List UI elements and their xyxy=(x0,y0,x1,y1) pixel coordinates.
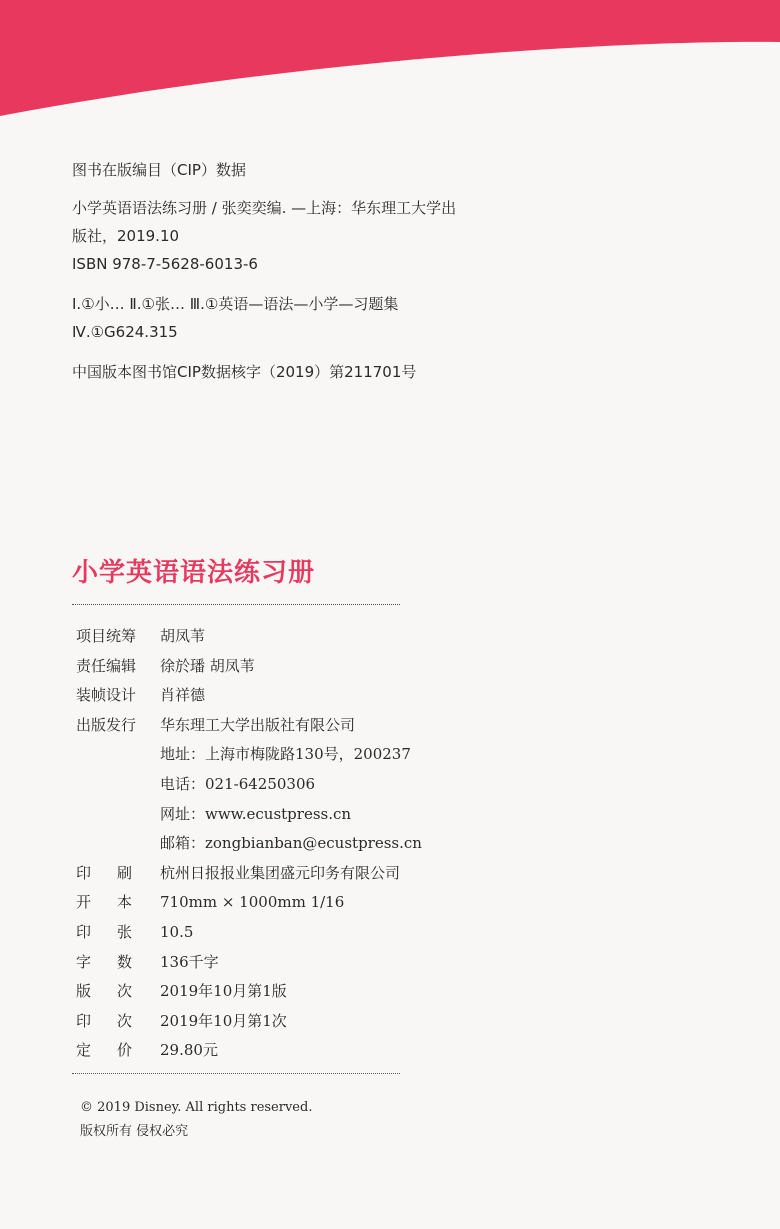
cip-record-line-2: 版社，2019.10 xyxy=(72,227,180,245)
info-row-printing xyxy=(76,1010,422,1040)
edition-label-char-2: 次 xyxy=(116,982,132,1001)
sheets-value: 10.5 xyxy=(160,922,194,941)
address-value: 地址：上海市梅陇路130号，200237 xyxy=(160,745,411,764)
cip-isbn: ISBN 978-7-5628-6013-6 xyxy=(72,255,258,273)
sheets-label-char-1: 印 xyxy=(76,922,92,941)
info-row-phone xyxy=(76,773,422,803)
copyright-notice: © 2019 Disney. All rights reserved. xyxy=(80,1100,313,1115)
words-value: 136千字 xyxy=(160,952,219,971)
dotted-divider-top xyxy=(72,604,400,605)
info-row-price xyxy=(76,1039,422,1069)
price-label-char-2: 价 xyxy=(116,1041,132,1060)
publisher-label: 出版发行 xyxy=(76,715,137,734)
publication-info xyxy=(76,625,422,1069)
price-label-char-1: 定 xyxy=(76,1041,92,1060)
info-row-sheets xyxy=(76,921,422,951)
cip-data-block xyxy=(72,156,456,386)
printer-label-char-1: 印 xyxy=(76,863,92,882)
book-title: 小学英语语法练习册 xyxy=(72,558,316,588)
cip-subject-line-2: Ⅳ.①G624.315 xyxy=(72,323,178,341)
words-label xyxy=(76,951,132,972)
printing-label xyxy=(76,1010,132,1031)
design-value: 肖祥德 xyxy=(160,686,206,705)
info-row-planner xyxy=(76,625,422,655)
planner-label: 项目统筹 xyxy=(76,627,137,645)
email-value: 邮箱：zongbianban@ecustpress.cn xyxy=(160,834,422,853)
info-row-address xyxy=(76,743,422,773)
words-label-char-2: 数 xyxy=(116,952,132,971)
info-row-design xyxy=(76,684,422,714)
cip-core-number: 中国版本图书馆CIP数据核字（2019）第211701号 xyxy=(72,363,417,381)
info-row-publisher xyxy=(76,714,422,744)
planner-value: 胡凤苇 xyxy=(160,627,206,645)
printing-label-char-2: 次 xyxy=(116,1011,132,1030)
info-row-edition xyxy=(76,980,422,1010)
publisher-value: 华东理工大学出版社有限公司 xyxy=(160,715,356,734)
editor-label: 责任编辑 xyxy=(76,656,137,675)
price-value: 29.80元 xyxy=(160,1041,218,1060)
sheets-label xyxy=(76,921,132,942)
format-label xyxy=(76,891,132,912)
printer-label xyxy=(76,862,132,883)
design-label: 装帧设计 xyxy=(76,686,137,705)
edition-label-char-1: 版 xyxy=(76,982,92,1001)
edition-value: 2019年10月第1版 xyxy=(160,982,287,1001)
printer-label-char-2: 刷 xyxy=(116,863,132,882)
price-label xyxy=(76,1039,132,1060)
dotted-divider-bottom xyxy=(72,1073,400,1074)
info-row-email xyxy=(76,832,422,862)
phone-value: 电话：021-64250306 xyxy=(160,774,316,793)
copyright-block xyxy=(80,1096,312,1144)
printing-label-char-1: 印 xyxy=(76,1011,92,1030)
format-value: 710mm × 1000mm 1/16 xyxy=(160,893,345,912)
info-row-words xyxy=(76,951,422,981)
edition-label xyxy=(76,980,132,1001)
cip-subject-line-1: Ⅰ.①小… Ⅱ.①张… Ⅲ.①英语—语法—小学—习题集 xyxy=(72,295,399,313)
printer-value: 杭州日报报业集团盛元印务有限公司 xyxy=(160,863,401,882)
printing-value: 2019年10月第1次 xyxy=(160,1011,287,1030)
cip-record-line-1: 小学英语语法练习册 / 张奕奕编. —上海：华东理工大学出 xyxy=(72,199,457,217)
format-label-char-1: 开 xyxy=(76,893,92,912)
editor-value: 徐於璠 胡凤苇 xyxy=(160,656,255,675)
info-row-printer xyxy=(76,862,422,892)
red-header-band xyxy=(0,0,780,120)
format-label-char-2: 本 xyxy=(116,893,132,912)
info-row-website xyxy=(76,803,422,833)
sheets-label-char-2: 张 xyxy=(116,922,132,941)
rights-reserved-notice: 版权所有 侵权必究 xyxy=(80,1124,189,1139)
info-row-editor xyxy=(76,655,422,685)
website-value: 网址：www.ecustpress.cn xyxy=(160,804,352,823)
info-row-format xyxy=(76,891,422,921)
cip-heading: 图书在版编目（CIP）数据 xyxy=(72,161,246,179)
words-label-char-1: 字 xyxy=(76,952,92,971)
